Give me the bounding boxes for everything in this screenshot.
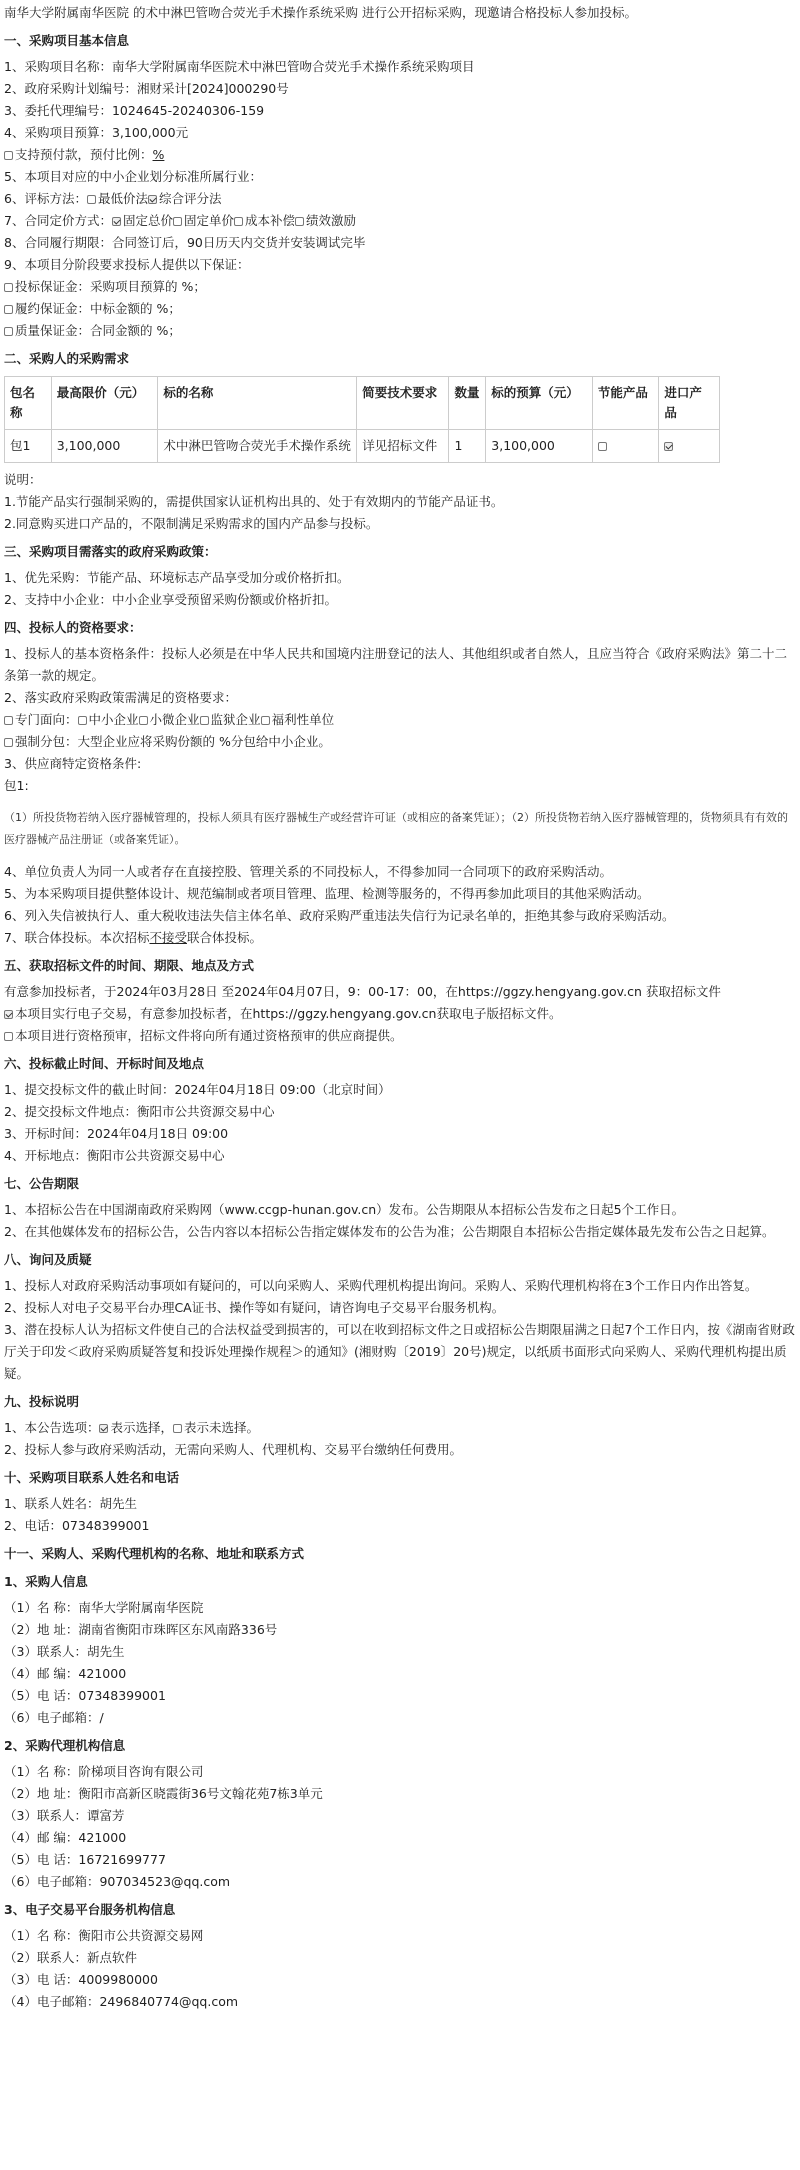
- section-6-title: 六、投标截止时间、开标时间及地点: [4, 1056, 205, 1071]
- cell-budget: 3,100,000: [486, 430, 593, 463]
- policy-1: 1、优先采购：节能产品、环境标志产品享受加分或价格折扣。: [4, 570, 350, 585]
- agency-name: （1）名 称：阶梯项目咨询有限公司: [4, 1764, 204, 1779]
- section-2-title: 二、采购人的采购需求: [4, 351, 130, 366]
- subcontract-checkbox[interactable]: [4, 738, 13, 747]
- options-legend: 1、本公告选项： 表示选择， 表示未选择。: [4, 1420, 259, 1435]
- energy-saving-checkbox[interactable]: [598, 442, 607, 451]
- opening-location: 4、开标地点：衡阳市公共资源交易中心: [4, 1148, 225, 1163]
- col-item-name: 标的名称: [158, 377, 357, 430]
- agency-number: 3、委托代理编号：1024645-20240306-159: [4, 103, 265, 118]
- inquiry-2: 2、投标人对电子交易平台办理CA证书、操作等如有疑问，请咨询电子交易平台服务机构。: [4, 1300, 505, 1315]
- cell-tech-req: 详见招标文件: [357, 430, 449, 463]
- performance-bond-checkbox[interactable]: [4, 305, 13, 314]
- rule-6: 6、列入失信被执行人、重大税收违法失信主体名单、政府采购严重违法失信行为记录名单的，拒绝其参与政府采购活动。: [4, 908, 675, 923]
- electronic-line: 本项目实行电子交易，有意参加投标者，在https://ggzy.hengyang.gov.cn获取电子版招标文件。: [4, 1003, 796, 1025]
- deadline: 1、提交投标文件的截止时间：2024年04月18日 09:00（北京时间）: [4, 1082, 391, 1097]
- platform-contact: （2）联系人：新点软件: [4, 1950, 137, 1965]
- notice-period-1: 1、本招标公告在中国湖南政府采购网（www.ccgp-hunan.gov.cn）发布。公告期限从本招标公告发布之日起5个工作日。: [4, 1202, 685, 1217]
- policy-2: 2、支持中小企业：中小企业享受预留采购份额或价格折扣。: [4, 592, 337, 607]
- imported-checkbox[interactable]: [664, 442, 673, 451]
- table-header-row: [5, 377, 720, 430]
- selected-legend-checkbox: [99, 1424, 108, 1433]
- dedicated-checkbox[interactable]: [4, 716, 13, 725]
- welfare-checkbox[interactable]: [261, 716, 270, 725]
- requirements-table: [4, 376, 720, 463]
- section-3-title: 三、采购项目需落实的政府采购政策：: [4, 544, 217, 559]
- note-label: 说明：: [4, 472, 42, 487]
- package-label: 包1:: [4, 778, 29, 793]
- col-budget: 标的预算（元）: [486, 377, 593, 430]
- cell-package: 包1: [5, 430, 52, 463]
- section-11-title: 十一、采购人、采购代理机构的名称、地址和联系方式: [4, 1546, 305, 1561]
- platform-name: （1）名 称：衡阳市公共资源交易网: [4, 1928, 204, 1943]
- contract-period: 8、合同履行期限：合同签订后，90日历天内交货并安装调试完毕: [4, 235, 366, 250]
- bid-bond-checkbox[interactable]: [4, 283, 13, 292]
- obtain-time: 有意参加投标者，于2024年03月28日 至2024年04月07日，9：00-17：00，在https://ggzy.hengyang.gov.cn 获取招标文件: [4, 984, 721, 999]
- col-quantity: 数量: [449, 377, 486, 430]
- agency-postcode: （4）邮 编：421000: [4, 1830, 127, 1845]
- notice-period-2: 2、在其他媒体发布的招标公告，公告内容以本招标公告指定媒体发布的公告为准；公告期限自本招标公告指定媒体最先发布公告之日起算。: [4, 1224, 775, 1239]
- section-8-title: 八、询问及质疑: [4, 1252, 92, 1267]
- agency-info-title: 2、采购代理机构信息: [4, 1738, 126, 1753]
- cell-item-name: 术中淋巴管吻合荧光手术操作系统: [158, 430, 357, 463]
- purchaser-contact: （3）联系人：胡先生: [4, 1644, 125, 1659]
- inquiry-3: 3、潜在投标人认为招标文件使自己的合法权益受到损害的，可以在收到招标文件之日或招标公告期限届满之日起7个工作日内，按《湖南省财政厅关于印发＜政府采购质疑答复和投诉处理操作规程＞的通知》(湘财购〔2019〕20号)规定，以纸质书面形式向采购人、采购代理机构提出质疑。: [4, 1322, 795, 1381]
- col-package: 包名称: [5, 377, 52, 430]
- submit-location: 2、提交投标文件地点：衡阳市公共资源交易中心: [4, 1104, 275, 1119]
- project-budget: 4、采购项目预算：3,100,000元: [4, 125, 189, 140]
- note-1: 1.节能产品实行强制采购的，需提供国家认证机构出具的、处于有效期内的节能产品证书。: [4, 494, 504, 509]
- inquiry-1: 1、投标人对政府采购活动事项如有疑问的，可以向采购人、采购代理机构提出询问。采购人、采购代理机构将在3个工作日内作出答复。: [4, 1278, 758, 1293]
- table-row: [5, 430, 720, 463]
- performance-bond-line: 履约保证金：中标金额的 %；: [4, 298, 796, 320]
- section-4-title: 四、投标人的资格要求：: [4, 620, 142, 635]
- quality-bond-line: 质量保证金：合同金额的 %；: [4, 320, 796, 342]
- agency-address: （2）地 址：衡阳市高新区晓霞街36号文翰花苑7栋3单元: [4, 1786, 323, 1801]
- electronic-checkbox[interactable]: [4, 1010, 13, 1019]
- prequal-checkbox[interactable]: [4, 1032, 13, 1041]
- rule-5: 5、为本采购项目提供整体设计、规范编制或者项目管理、监理、检测等服务的，不得再参加此项目的其他采购活动。: [4, 886, 650, 901]
- package-requirement: （1）所投货物若纳入医疗器械管理的，投标人须具有医疗器械生产或经营许可证（或相应的备案凭证）；（2）所投货物若纳入医疗器械管理的，货物须具有有效的医疗器械产品注册证（或备案凭证）。: [4, 811, 788, 846]
- prepayment-line: 支持预付款，预付比例：%: [4, 144, 796, 166]
- purchaser-email: （6）电子邮箱：/: [4, 1710, 104, 1725]
- note-2: 2.同意购买进口产品的，不限制满足采购需求的国内产品参与投标。: [4, 516, 379, 531]
- specific-qualification: 3、供应商特定资格条件:: [4, 756, 142, 771]
- dedicated-line: 专门面向： 中小企业 小微企业 监狱企业 福利性单位: [4, 709, 796, 731]
- platform-phone: （3）电 话：4009980000: [4, 1972, 158, 1987]
- fixed-unit-checkbox[interactable]: [173, 217, 182, 226]
- unselected-legend-checkbox: [173, 1424, 182, 1433]
- section-1-title: 一、采购项目基本信息: [4, 33, 130, 48]
- section-9-title: 九、投标说明: [4, 1394, 80, 1409]
- section-7-title: 七、公告期限: [4, 1176, 80, 1191]
- cell-imported: [659, 430, 720, 463]
- cell-quantity: 1: [449, 430, 486, 463]
- guarantee-heading: 9、本项目分阶段要求投标人提供以下保证：: [4, 257, 250, 272]
- section-5-title: 五、获取招标文件的时间、期限、地点及方式: [4, 958, 255, 973]
- purchaser-address: （2）地 址：湖南省衡阳市珠晖区东风南路336号: [4, 1622, 278, 1637]
- quality-bond-checkbox[interactable]: [4, 327, 13, 336]
- contact-phone: 2、电话：07348399001: [4, 1518, 150, 1533]
- contract-pricing: 7、合同定价方式： 固定总价 固定单价 成本补偿 绩效激励: [4, 213, 357, 228]
- purchaser-name: （1）名 称：南华大学附属南华医院: [4, 1600, 204, 1615]
- no-fee-notice: 2、投标人参与政府采购活动，无需向采购人、代理机构、交易平台缴纳任何费用。: [4, 1442, 462, 1457]
- sme-checkbox[interactable]: [78, 716, 87, 725]
- sme-industry: 5、本项目对应的中小企业划分标准所属行业：: [4, 169, 262, 184]
- purchaser-info-title: 1、采购人信息: [4, 1574, 88, 1589]
- rule-4: 4、单位负责人为同一人或者存在直接控股、管理关系的不同投标人，不得参加同一合同项下的政府采购活动。: [4, 864, 612, 879]
- micro-checkbox[interactable]: [139, 716, 148, 725]
- col-tech-req: 简要技术要求: [357, 377, 449, 430]
- purchaser-postcode: （4）邮 编：421000: [4, 1666, 127, 1681]
- evaluation-method: 6、评标方法： 最低价法 综合评分法: [4, 191, 222, 206]
- col-imported: 进口产品: [659, 377, 720, 430]
- prison-checkbox[interactable]: [200, 716, 209, 725]
- comprehensive-score-checkbox[interactable]: [148, 195, 157, 204]
- contact-name: 1、联系人姓名：胡先生: [4, 1496, 137, 1511]
- subcontract-line: 强制分包：大型企业应将采购份额的 %分包给中小企业。: [4, 731, 796, 753]
- prequal-line: 本项目进行资格预审，招标文件将向所有通过资格预审的供应商提供。: [4, 1025, 796, 1047]
- cell-energy-saving: [592, 430, 658, 463]
- rule-7: 7、联合体投标。本次招标不接受联合体投标。: [4, 930, 262, 945]
- col-energy-saving: 节能产品: [592, 377, 658, 430]
- agency-email: （6）电子邮箱：907034523@qq.com: [4, 1874, 231, 1889]
- col-max-price: 最高限价（元）: [51, 377, 158, 430]
- policy-qualification: 2、落实政府采购政策需满足的资格要求：: [4, 690, 237, 705]
- fixed-total-checkbox[interactable]: [112, 217, 121, 226]
- bid-bond-line: 投标保证金：采购项目预算的 %；: [4, 276, 796, 298]
- section-10-title: 十、采购项目联系人姓名和电话: [4, 1470, 180, 1485]
- basic-qualification: 1、投标人的基本资格条件：投标人必须是在中华人民共和国境内注册登记的法人、其他组织或者自然人，且应当符合《政府采购法》第二十二条第一款的规定。: [4, 646, 787, 683]
- opening-time: 3、开标时间：2024年04月18日 09:00: [4, 1126, 229, 1141]
- cell-max-price: 3,100,000: [51, 430, 158, 463]
- cost-compensation-checkbox[interactable]: [234, 217, 243, 226]
- platform-info-title: 3、电子交易平台服务机构信息: [4, 1902, 176, 1917]
- platform-email: （4）电子邮箱：2496840774@qq.com: [4, 1994, 239, 2009]
- purchaser-phone: （5）电 话：07348399001: [4, 1688, 166, 1703]
- performance-incentive-checkbox[interactable]: [295, 217, 304, 226]
- project-name: 1、采购项目名称：南华大学附属南华医院术中淋巴管吻合荧光手术操作系统采购项目: [4, 59, 475, 74]
- prepayment-checkbox[interactable]: [4, 151, 13, 160]
- agency-contact: （3）联系人：谭富芳: [4, 1808, 125, 1823]
- intro-text: 南华大学附属南华医院 的术中淋巴管吻合荧光手术操作系统采购 进行公开招标采购，现邀请合格投标人参加投标。: [4, 5, 637, 20]
- plan-number: 2、政府采购计划编号：湘财采计[2024]000290号: [4, 81, 289, 96]
- lowest-price-checkbox[interactable]: [87, 195, 96, 204]
- agency-phone: （5）电 话：16721699777: [4, 1852, 166, 1867]
